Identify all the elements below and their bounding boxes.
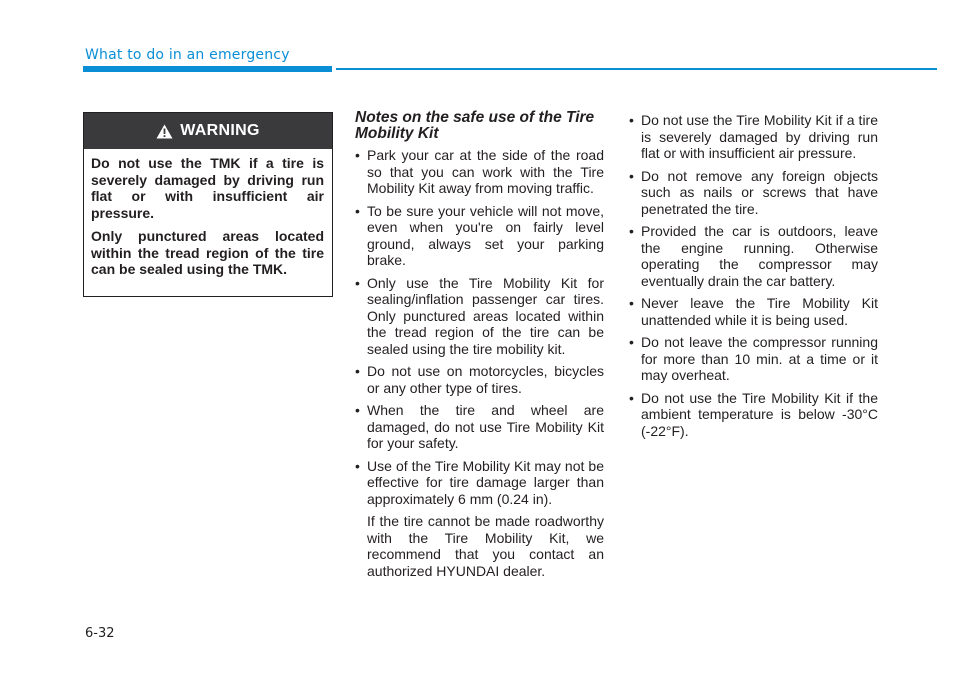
warning-triangle-icon [156, 124, 173, 139]
page-number: 6-32 [85, 626, 115, 641]
warning-box [83, 112, 333, 297]
warning-header [84, 113, 332, 149]
list-item: • Do not use the Tire Mobility Kit if a tire is severely damaged by driving run flat or with insufficient air pressure. [629, 112, 878, 162]
section-title: What to do in an emergency [85, 47, 290, 63]
list-item: • Do not use on motorcycles, bicycles or any other type of tires. [355, 363, 604, 396]
notes-column-middle [355, 110, 604, 579]
warning-label: WARNING [180, 122, 260, 139]
warning-paragraph: Do not use the TMK if a tire is severely damaged by driving run flat or with insufficient air pressure. [91, 155, 324, 221]
header-rule-thick [83, 66, 332, 72]
notes-followup: If the tire cannot be made roadworthy with the Tire Mobility Kit, we recommend that you contact an authorized HYUNDAI dealer. [367, 513, 604, 579]
list-item: • Never leave the Tire Mobility Kit unattended while it is being used. [629, 295, 878, 328]
list-item: • To be sure your vehicle will not move, even when you're on fairly level ground, always set your parking brake. [355, 203, 604, 269]
warning-paragraph: Only punctured areas located within the tread region of the tire can be sealed using the TMK. [91, 228, 324, 277]
list-item: • Only use the Tire Mobility Kit for sealing/inflation passenger car tires. Only punctured areas located within the tread region of the tire can be sealed using the tire mobility kit. [355, 275, 604, 358]
list-item: • Provided the car is outdoors, leave the engine running. Otherwise operating the compressor may eventually drain the car battery. [629, 223, 878, 289]
list-item: • Do not remove any foreign objects such as nails or screws that have penetrated the tire. [629, 168, 878, 218]
list-item: • When the tire and wheel are damaged, do not use Tire Mobility Kit for your safety. [355, 402, 604, 452]
list-item: • Do not use the Tire Mobility Kit if the ambient temperature is below -30°C (-22°F). [629, 390, 878, 440]
warning-body [84, 149, 332, 278]
header-rule-thin [336, 68, 937, 70]
notes-list-right [629, 112, 878, 439]
notes-title: Notes on the safe use of the Tire Mobility Kit [355, 109, 595, 142]
notes-column-right [629, 112, 878, 445]
list-item: • Park your car at the side of the road so that you can work with the Tire Mobility Kit away from moving traffic. [355, 147, 604, 197]
list-item: • Do not leave the compressor running for more than 10 min. at a time or it may overheat. [629, 334, 878, 384]
list-item: • Use of the Tire Mobility Kit may not be effective for tire damage larger than approximately 6 mm (0.24 in). [355, 458, 604, 508]
notes-list [355, 147, 604, 507]
